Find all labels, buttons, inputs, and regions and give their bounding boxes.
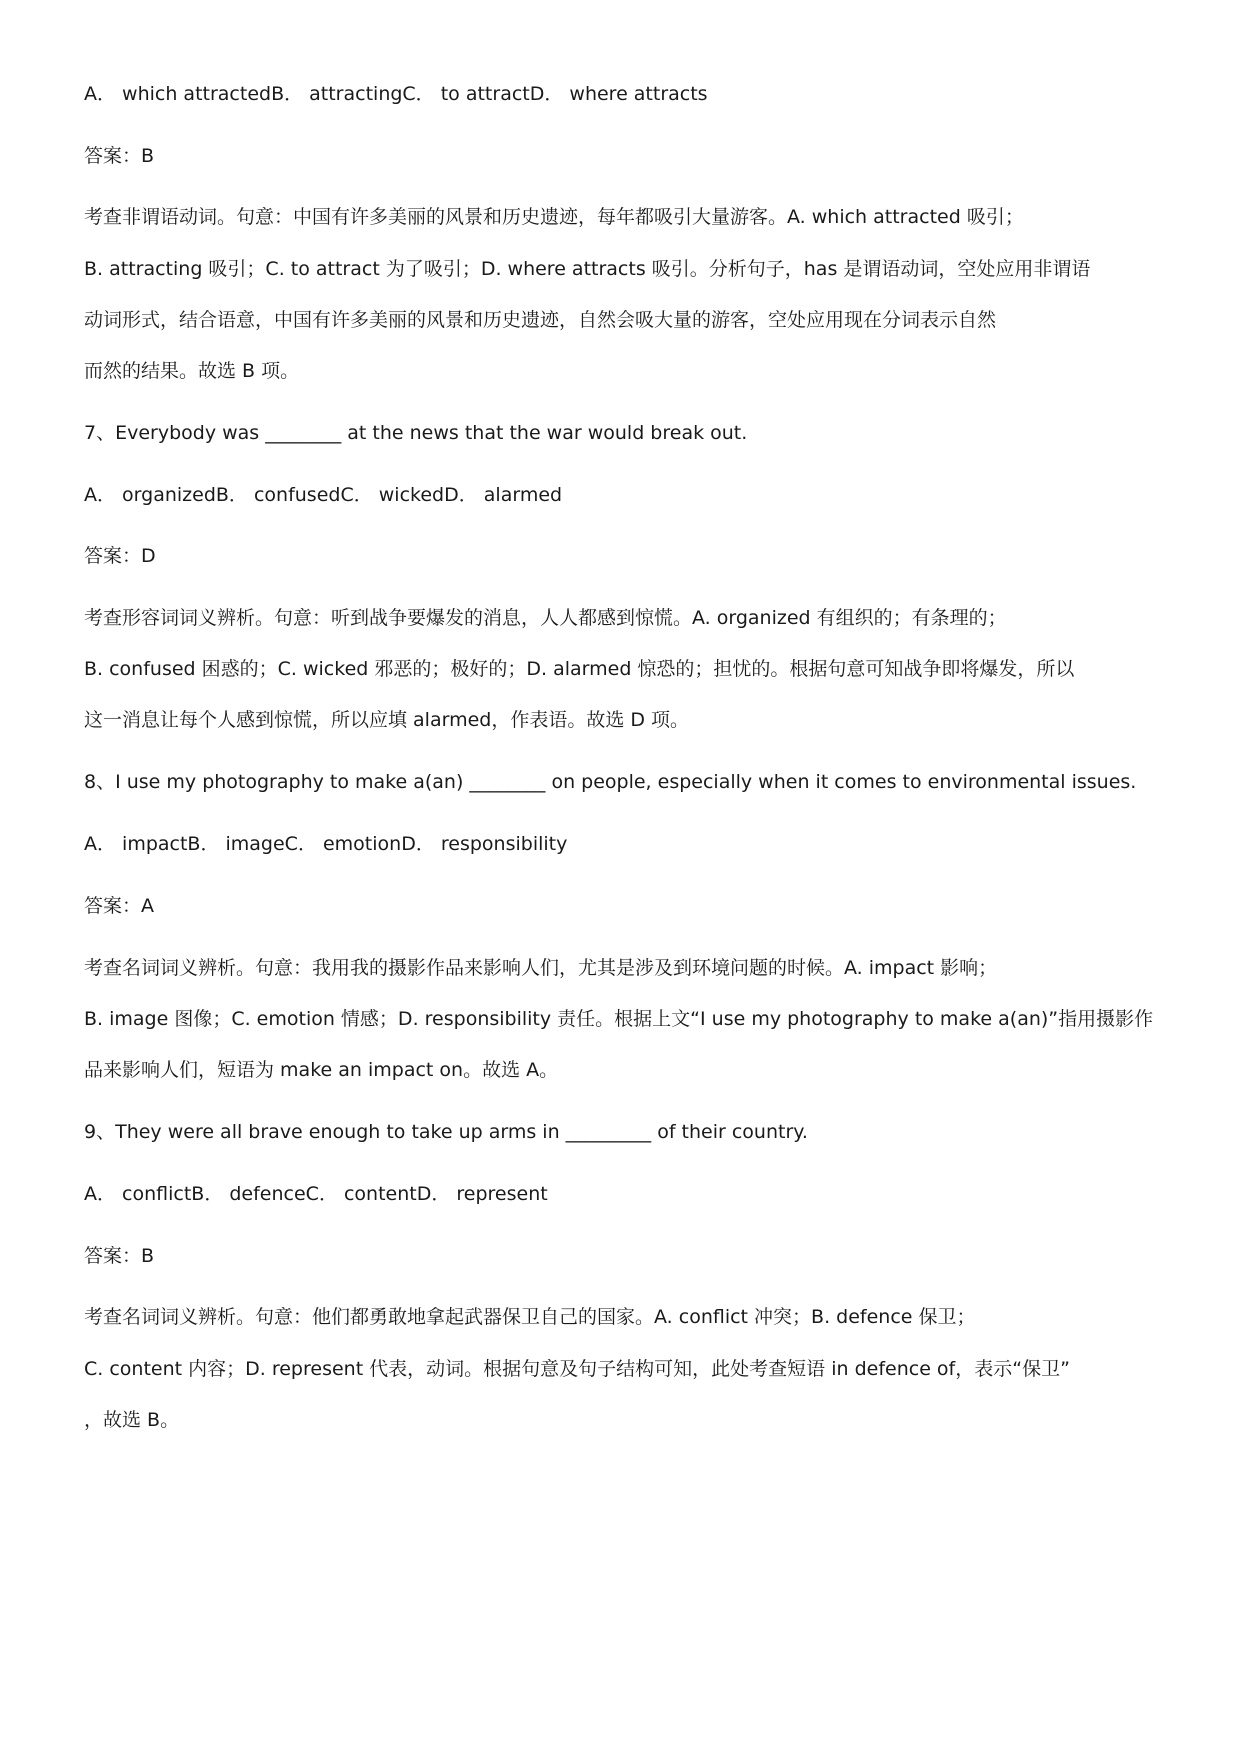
q9-analysis-line-2: C. content 内容；D. represent 代表，动词。根据句意及句子结构可知，此处考查短语 in defence of，表示“保卫” bbox=[84, 1358, 1070, 1380]
q7-answer: 答案：D bbox=[84, 545, 156, 567]
q7-analysis-line-2: B. confused 困惑的；C. wicked 邪恶的；极好的；D. alarmed 惊恐的；担忧的。根据句意可知战争即将爆发，所以 bbox=[84, 658, 1075, 680]
q6-analysis-line-4: 而然的结果。故选 B 项。 bbox=[84, 360, 300, 382]
q6-analysis-line-1: 考查非谓语动词。句意：中国有许多美丽的风景和历史遗迹，每年都吸引大量游客。A. which attracted 吸引； bbox=[84, 206, 1024, 228]
q6-answer: 答案：B bbox=[84, 145, 155, 167]
q7-analysis-line-1: 考查形容词词义辨析。句意：听到战争要爆发的消息，人人都感到惊慌。A. organized 有组织的；有条理的； bbox=[84, 607, 1007, 629]
q9-question: 9、They were all brave enough to take up arms in _________ of their country. bbox=[84, 1121, 808, 1143]
q7-options: A． organizedB． confusedC． wickedD． alarmed bbox=[84, 484, 563, 506]
q7-analysis-line-3: 这一消息让每个人感到惊慌，所以应填 alarmed，作表语。故选 D 项。 bbox=[84, 709, 690, 731]
q8-analysis-line-2: B. image 图像；C. emotion 情感；D. responsibility 责任。根据上文“I use my photography to make a(an)”指用摄影作 bbox=[84, 1008, 1154, 1030]
q6-analysis-line-3: 动词形式，结合语意，中国有许多美丽的风景和历史遗迹，自然会吸大量的游客，空处应用现在分词表示自然 bbox=[84, 309, 997, 331]
q7-question: 7、Everybody was ________ at the news that the war would break out. bbox=[84, 422, 748, 444]
q8-analysis-line-1: 考查名词词义辨析。句意：我用我的摄影作品来影响人们，尤其是涉及到环境问题的时候。A. impact 影响； bbox=[84, 957, 998, 979]
q8-options: A． impactB． imageC． emotionD． responsibility bbox=[84, 833, 568, 855]
q8-question: 8、I use my photography to make a(an) ________ on people, especially when it comes to environmental issues. bbox=[84, 771, 1137, 793]
q8-answer: 答案：A bbox=[84, 895, 154, 917]
q9-analysis-line-3: ，故选 B。 bbox=[84, 1409, 180, 1431]
q9-answer: 答案：B bbox=[84, 1245, 155, 1267]
q9-options: A． conflictB． defenceC． contentD． represent bbox=[84, 1183, 548, 1205]
q6-analysis-line-2: B. attracting 吸引；C. to attract 为了吸引；D. where attracts 吸引。分析句子，has 是谓语动词，空处应用非谓语 bbox=[84, 258, 1091, 280]
q8-analysis-line-3: 品来影响人们，短语为 make an impact on。故选 A。 bbox=[84, 1059, 559, 1081]
q6-options: A． which attractedB． attractingC． to attractD． where attracts bbox=[84, 83, 708, 105]
q9-analysis-line-1: 考查名词词义辨析。句意：他们都勇敢地拿起武器保卫自己的国家。A. conflict 冲突；B. defence 保卫； bbox=[84, 1306, 976, 1328]
